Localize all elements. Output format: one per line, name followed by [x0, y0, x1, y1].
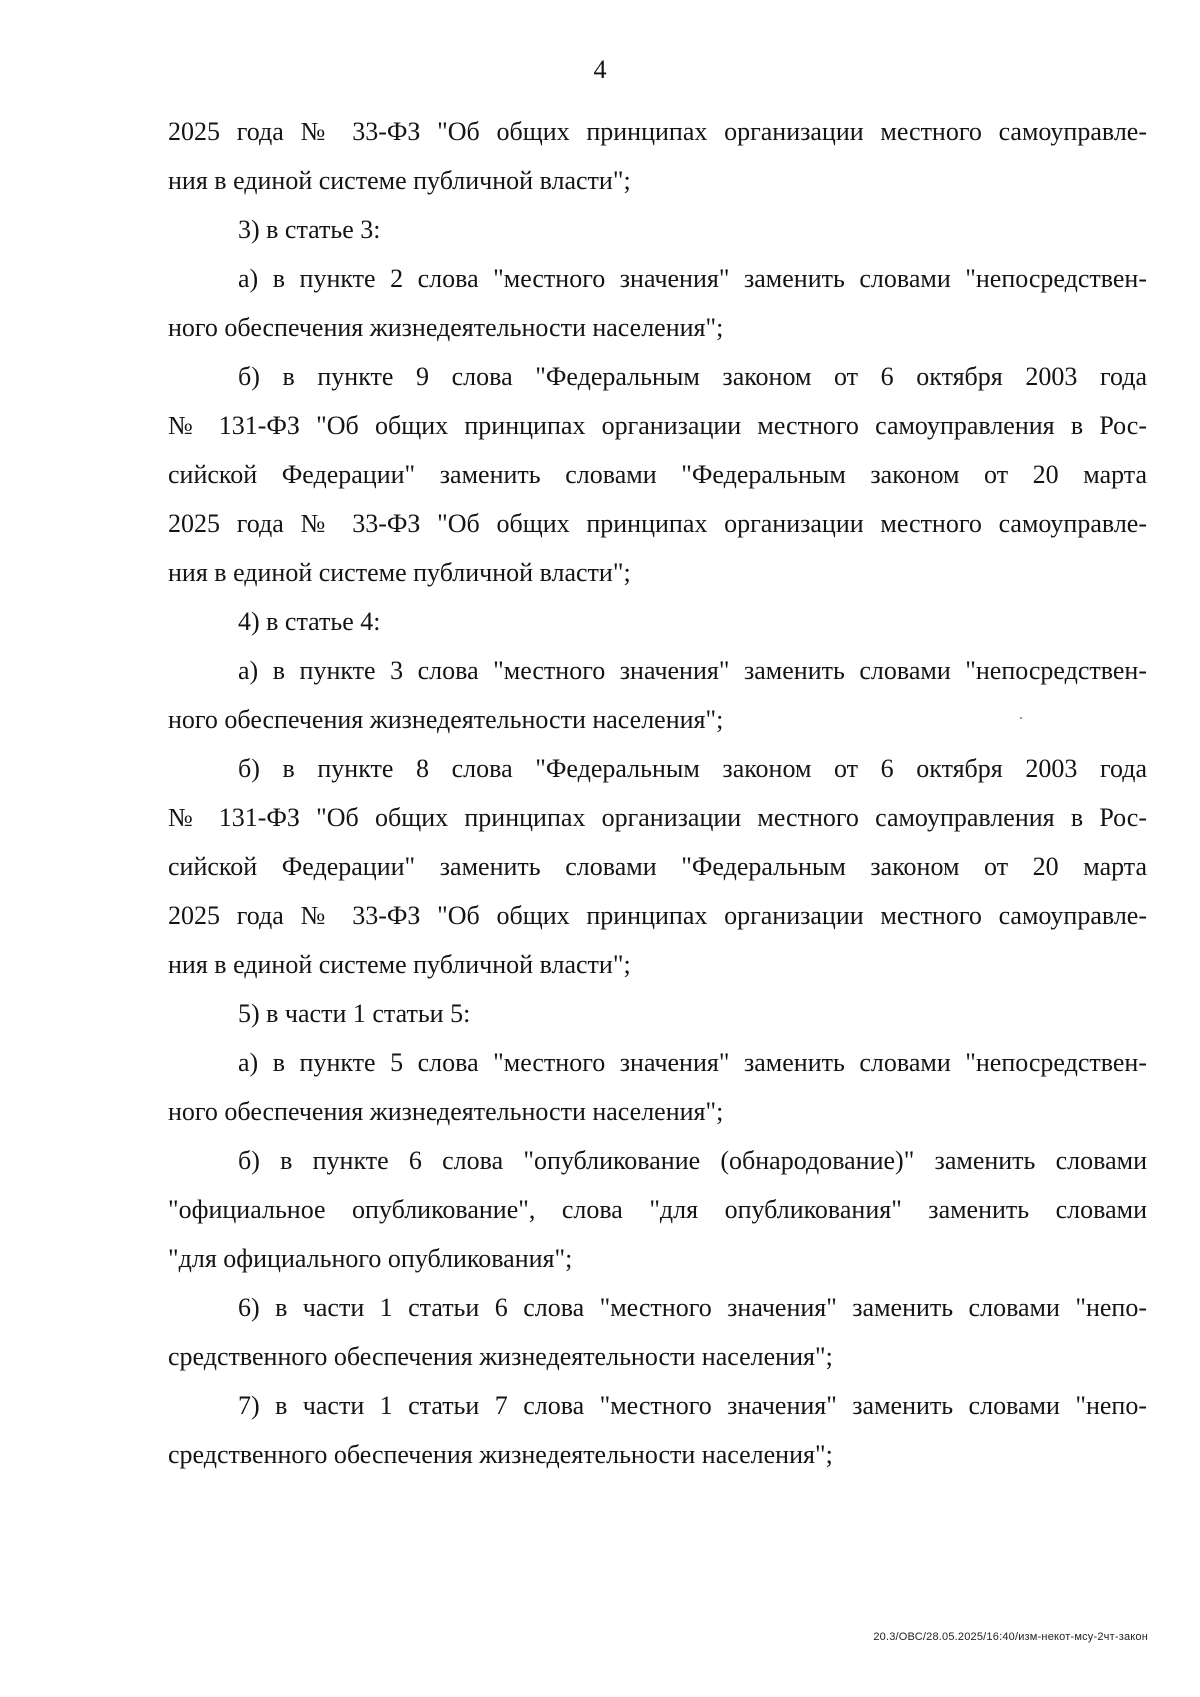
paragraph-item-6: [168, 1283, 1147, 1381]
paragraph-item-4b: [168, 744, 1147, 989]
text-line: 2025 года № 33-ФЗ "Об общих принципах организации местного самоуправле-: [168, 117, 1147, 146]
text-line: средственного обеспечения жизнедеятельности населения";: [168, 1342, 833, 1371]
text-line: сийской Федерации" заменить словами "Федеральным законом от 20 марта: [168, 460, 1147, 489]
scan-speck: [1020, 717, 1022, 719]
paragraph-item-7: [168, 1381, 1147, 1479]
text-line: 3) в статье 3:: [238, 215, 381, 244]
text-line: "официальное опубликование", слова "для опубликования" заменить словами: [168, 1195, 1147, 1224]
text-line: а) в пункте 2 слова "местного значения" заменить словами "непосредствен-: [238, 264, 1147, 293]
text-line: 7) в части 1 статьи 7 слова "местного значения" заменить словами "непо-: [238, 1391, 1147, 1420]
paragraph-item-5: [168, 989, 1147, 1038]
paragraph-item-4: [168, 597, 1147, 646]
text-line: ного обеспечения жизнедеятельности населения";: [168, 705, 724, 734]
document-body: [168, 107, 1147, 1479]
text-line: "для официального опубликования";: [168, 1244, 573, 1273]
text-line: 5) в части 1 статьи 5:: [238, 999, 471, 1028]
paragraph-item-4a: [168, 646, 1147, 744]
paragraph-item-3: [168, 205, 1147, 254]
paragraph-continuation: [168, 107, 1147, 205]
document-footer-code: 20.3/ОВС/28.05.2025/16:40/изм-некот-мсу-2чт-закон: [873, 1631, 1148, 1643]
paragraph-item-3b: [168, 352, 1147, 597]
text-line: № 131-ФЗ "Об общих принципах организации местного самоуправления в Рос-: [168, 803, 1147, 832]
text-line: а) в пункте 3 слова "местного значения" заменить словами "непосредствен-: [238, 656, 1147, 685]
text-line: б) в пункте 6 слова "опубликование (обнародование)" заменить словами: [238, 1146, 1147, 1175]
text-line: 2025 года № 33-ФЗ "Об общих принципах организации местного самоуправле-: [168, 901, 1147, 930]
paragraph-item-5b: [168, 1136, 1147, 1283]
text-line: 2025 года № 33-ФЗ "Об общих принципах организации местного самоуправле-: [168, 509, 1147, 538]
text-line: ния в единой системе публичной власти";: [168, 950, 631, 979]
page-number: 4: [593, 55, 607, 84]
paragraph-item-5a: [168, 1038, 1147, 1136]
text-line: 4) в статье 4:: [238, 607, 381, 636]
text-line: 6) в части 1 статьи 6 слова "местного значения" заменить словами "непо-: [238, 1293, 1147, 1322]
text-line: № 131-ФЗ "Об общих принципах организации местного самоуправления в Рос-: [168, 411, 1147, 440]
text-line: ного обеспечения жизнедеятельности населения";: [168, 1097, 724, 1126]
text-line: а) в пункте 5 слова "местного значения" заменить словами "непосредствен-: [238, 1048, 1147, 1077]
text-line: средственного обеспечения жизнедеятельности населения";: [168, 1440, 833, 1469]
text-line: ного обеспечения жизнедеятельности населения";: [168, 313, 724, 342]
paragraph-item-3a: [168, 254, 1147, 352]
text-line: ния в единой системе публичной власти";: [168, 166, 631, 195]
text-line: сийской Федерации" заменить словами "Федеральным законом от 20 марта: [168, 852, 1147, 881]
text-line: ния в единой системе публичной власти";: [168, 558, 631, 587]
text-line: б) в пункте 9 слова "Федеральным законом от 6 октября 2003 года: [238, 362, 1147, 391]
text-line: б) в пункте 8 слова "Федеральным законом от 6 октября 2003 года: [238, 754, 1147, 783]
